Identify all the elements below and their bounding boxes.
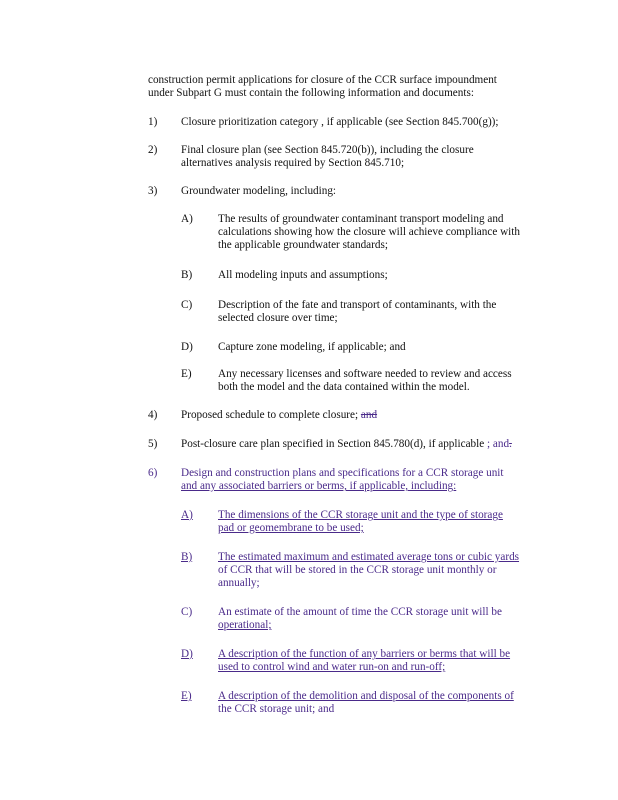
item-5-text-row <box>181 438 512 451</box>
item-3e-line-1: Any necessary licenses and software needed to review and access <box>218 368 512 380</box>
item-3a-line-2: calculations showing how the closure will achieve compliance with <box>218 226 520 238</box>
item-2-line-2: alternatives analysis required by Section 845.710; <box>181 157 405 169</box>
item-3a-number: A) <box>181 213 193 225</box>
item-3c-line-1: Description of the fate and transport of contaminants, with the <box>218 299 497 311</box>
item-6c-number: C) <box>181 606 193 618</box>
item-1-number: 1) <box>148 116 158 128</box>
item-6a-line-1: The dimensions of the CCR storage unit and the type of storage <box>218 509 503 521</box>
item-3b-number: B) <box>181 269 193 281</box>
item-6a-line-2: pad or geomembrane to be used; <box>218 522 364 534</box>
item-6e-line-2: the CCR storage unit; and <box>218 703 335 715</box>
item-5-text: Post-closure care plan specified in Section 845.780(d), if applicable <box>181 438 485 450</box>
item-3d-number: D) <box>181 341 193 353</box>
item-5-deleted-text: . <box>509 438 512 450</box>
intro-line-2: under Subpart G must contain the following information and documents: <box>148 87 474 99</box>
item-6a-number: A) <box>181 509 193 521</box>
item-6d-line-2: used to control wind and water run-on and run-off; <box>218 661 446 673</box>
item-1-text: Closure prioritization category , if applicable (see Section 845.700(g)); <box>181 116 499 128</box>
item-6e-number: E) <box>181 690 192 702</box>
item-3-number: 3) <box>148 185 158 197</box>
item-6b-line-3: annually; <box>218 577 260 589</box>
item-6b-number: B) <box>181 551 193 563</box>
item-3e-line-2: both the model and the data contained within the model. <box>218 381 470 393</box>
intro-line-1: construction permit applications for closure of the CCR surface impoundment <box>148 74 497 86</box>
item-6c-line-1: An estimate of the amount of time the CCR storage unit will be <box>218 606 502 618</box>
item-3c-line-2: selected closure over time; <box>218 312 338 324</box>
item-3e-number: E) <box>181 368 192 380</box>
item-2-line-1: Final closure plan (see Section 845.720(b)), including the closure <box>181 144 474 156</box>
item-3c-number: C) <box>181 299 193 311</box>
item-6-line-1: Design and construction plans and specifications for a CCR storage unit <box>181 467 504 479</box>
item-3b-text: All modeling inputs and assumptions; <box>218 269 388 281</box>
item-6-line-2: and any associated barriers or berms, if applicable, including: <box>181 480 457 492</box>
item-3a-line-1: The results of groundwater contaminant transport modeling and <box>218 213 504 225</box>
item-4-deleted-text: and <box>360 409 378 421</box>
item-6c-line-2: operational; <box>218 619 272 631</box>
item-4-text-row <box>181 409 377 422</box>
item-3a-line-3: the applicable groundwater standards; <box>218 239 388 251</box>
item-3-text: Groundwater modeling, including: <box>181 185 337 197</box>
item-6e-line-1: A description of the demolition and disposal of the components of <box>218 690 514 702</box>
item-4-number: 4) <box>148 409 158 421</box>
item-6b-line-2: of CCR that will be stored in the CCR storage unit monthly or <box>218 564 497 576</box>
item-3d-text: Capture zone modeling, if applicable; and <box>218 341 406 353</box>
item-5-inserted-text: ; and <box>484 438 510 450</box>
item-4-text: Proposed schedule to complete closure; <box>181 409 361 421</box>
item-2-number: 2) <box>148 144 158 156</box>
item-6d-line-1: A description of the function of any barriers or berms that will be <box>218 648 511 660</box>
item-5-number: 5) <box>148 438 158 450</box>
item-6b-line-1: The estimated maximum and estimated average tons or cubic yards <box>218 551 520 563</box>
item-6-number: 6) <box>148 467 158 479</box>
item-6d-number: D) <box>181 648 193 660</box>
